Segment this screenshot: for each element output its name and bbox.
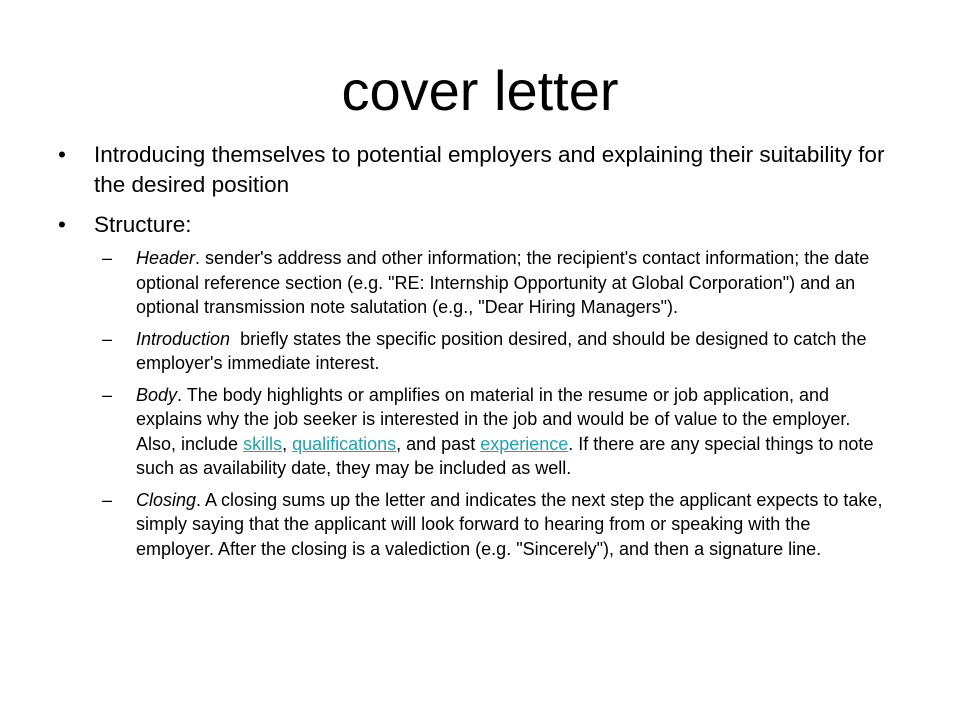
closing-description: . A closing sums up the letter and indicates the next step the applicant expects to take, simply saying that the applicant will look forward to hearing from or speaking with the employer. After the closing is a valediction (e.g. "Sincerely"), and then a signature line.	[136, 489, 883, 559]
dash-marker: –	[102, 328, 113, 349]
sub-item-introduction	[102, 327, 888, 376]
term-body: Body	[136, 384, 178, 405]
term-closing: Closing	[136, 489, 197, 510]
body-separator-2: , and past	[396, 433, 481, 454]
introduction-description: briefly states the specific position desired, and should be designed to catch the employer's immediate interest.	[136, 328, 872, 373]
dash-marker: –	[102, 248, 113, 268]
dash-marker: –	[102, 489, 113, 510]
bullet-marker: •	[58, 212, 66, 237]
slide-title: cover letter	[341, 59, 619, 122]
bullet-intro	[58, 140, 908, 200]
term-header: Header	[136, 248, 196, 268]
term-introduction: Introduction	[136, 328, 231, 349]
bullet-list	[58, 140, 908, 568]
bullet-marker: •	[58, 142, 66, 167]
body-description-end: . If there are any special things to note such as availability date, they may be included as well.	[136, 433, 874, 478]
qualifications-link[interactable]: qualifications	[292, 433, 397, 454]
experience-link[interactable]: experience	[480, 433, 569, 454]
body-description-start: . The body highlights or amplifies on material in the resume or job application, and explains why the job seeker is interested in the job and would be of value to the employer. Also, include	[136, 384, 851, 454]
structure-sublist	[102, 246, 888, 561]
bullet-structure-text: Structure:	[94, 212, 192, 237]
sub-item-header	[102, 246, 888, 320]
sub-item-closing	[102, 488, 888, 562]
header-description: . sender's address and other information; the recipient's contact information; the date optional reference section (e.g. "RE: Internship Opportunity at Global Corporation") and an optional transmission note salutation (e.g., "Dear Hiring Managers").	[136, 248, 870, 317]
skills-link[interactable]: skills	[243, 433, 283, 454]
sub-item-body	[102, 383, 888, 481]
body-separator-1: ,	[282, 433, 293, 454]
dash-marker: –	[102, 384, 113, 405]
bullet-structure	[58, 210, 908, 240]
bullet-intro-text: Introducing themselves to potential employers and explaining their suitability for the desired position	[94, 142, 885, 197]
